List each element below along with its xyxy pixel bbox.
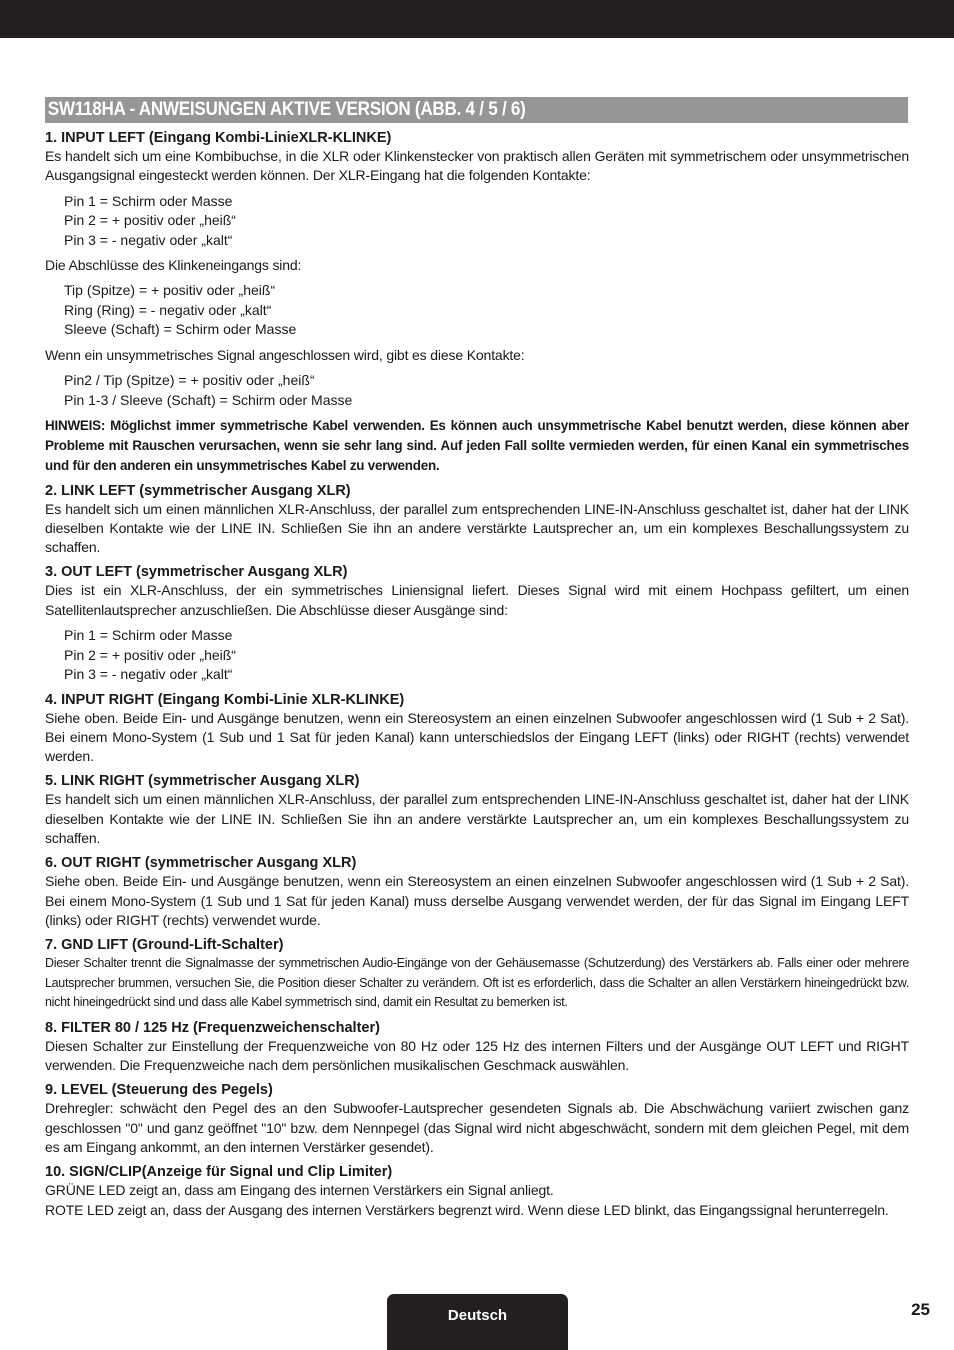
section-text: Diesen Schalter zur Einstellung der Frequenzweiche von 80 Hz oder 125 Hz des internen Filters und der Ausgänge OUT LEFT und RIGHT verwenden. Die Frequenzweiche nach dem persönlichen musikalischen Geschmack auswählen. — [45, 1037, 909, 1074]
section-heading: 2. LINK LEFT (symmetrischer Ausgang XLR) — [45, 482, 351, 499]
section-text: Es handelt sich um einen männlichen XLR-Anschluss, der parallel zum entsprechenden LINE-IN-Anschluss geschaltet ist, daher hat der LINK dieselben Kontakte wie der LINE IN. Schließen Sie ihn an andere verstärkte Lautsprecher an, um ein komplexes Beschallungssystem zu schaffen. — [45, 791, 909, 847]
section-heading: 7. GND LIFT (Ground-Lift-Schalter) — [45, 937, 284, 954]
section-heading: 10. SIGN/CLIP(Anzeige für Signal und Clip Limiter) — [45, 1164, 393, 1181]
section-input-right — [45, 691, 909, 767]
top-bar — [0, 0, 954, 38]
section-level — [45, 1081, 909, 1157]
section-text: Siehe oben. Beide Ein- und Ausgänge benutzen, wenn ein Stereosystem an einen einzelnen Subwoofer angeschlossen wird (1 Sub + 2 Sat). Bei einem Mono-System (1 Sub und 1 Sat für jeden Kanal) muss derselbe Ausgang verwendet werden, der für das Signal im Eingang LEFT (links) oder RIGHT (rechts) verwendet wurde. — [45, 873, 909, 928]
section-text: Es handelt sich um einen männlichen XLR-Anschluss, der parallel zum entsprechenden LINE-IN-Anschluss geschaltet ist, daher hat der LINK dieselben Kontakte wie der LINE IN. Schließen Sie ihn an andere verstärkte Lautsprecher an, um ein komplexes Beschallungssystem zu schaffen. — [45, 500, 909, 556]
section-text: Dies ist ein XLR-Anschluss, der ein symmetrisches Liniensignal liefert. Dieses Signal wird mit einem Hochpass gefiltert, um einen Satellitenlautsprecher anzuschließen. Die Abschlüsse dieser Ausgänge sind: — [45, 582, 909, 618]
section-gnd-lift — [45, 936, 909, 1013]
pin-list — [64, 192, 909, 251]
jack-list — [64, 281, 909, 340]
page-number: 25 — [911, 1300, 930, 1319]
page-content — [45, 97, 909, 1220]
section-heading: 5. LINK RIGHT (symmetrischer Ausgang XLR) — [45, 773, 360, 790]
section-text: Dieser Schalter trennt die Signalmasse der symmetrischen Audio-Eingänge von der Gehäusemasse (Schutzerdung) des Verstärkers ab. Falls einer oder mehrere Lautsprecher brummen, versuchen Sie, die Position dieser Schalter zu verändern. Oft ist es erforderlich, dass die Schalter an allen Verstärkern hineingedrückt bzw. nicht hineingedrückt sind und dass alle Kabel symmetrisch sind, damit ein Resultat zu bemerken ist. — [45, 956, 909, 1010]
page-title: SW118HA - ANWEISUNGEN AKTIVE VERSION (ABB. 4 / 5 / 6) — [45, 97, 908, 123]
section-heading: 4. INPUT RIGHT (Eingang Kombi-Linie XLR-KLINKE) — [45, 691, 405, 708]
pin-item: Pin 3 = - negativ oder „kalt“ — [64, 666, 233, 683]
unsym-list — [64, 371, 909, 410]
pin-list — [64, 626, 909, 685]
section-heading: 1. INPUT LEFT (Eingang Kombi-LinieXLR-KLINKE) — [45, 130, 392, 146]
pin-item: Sleeve (Schaft) = Schirm oder Masse — [64, 321, 297, 338]
section-text-red-led: ROTE LED zeigt an, dass der Ausgang des internen Verstärkers begrenzt wird. Wenn diese LED blinkt, das Eingangssignal herunterregeln. — [45, 1201, 889, 1218]
section-filter — [45, 1019, 909, 1076]
section-link-left — [45, 482, 909, 558]
language-tab: Deutsch — [387, 1294, 568, 1350]
pin-item: Pin 3 = - negativ oder „kalt“ — [64, 231, 233, 248]
pin-item: Tip (Spitze) = + positiv oder „heiß“ — [64, 282, 276, 299]
unsym-intro: Wenn ein unsymmetrisches Signal angeschlossen wird, gibt es diese Kontakte: — [45, 346, 525, 363]
pin-item: Pin2 / Tip (Spitze) = + positiv oder „heiß“ — [64, 372, 315, 389]
section-sign-clip — [45, 1163, 909, 1220]
section-heading: 6. OUT RIGHT (symmetrischer Ausgang XLR) — [45, 855, 357, 872]
section-text: Siehe oben. Beide Ein- und Ausgänge benutzen, wenn ein Stereosystem an einen einzelnen Subwoofer angeschlossen wird (1 Sub + 2 Sat). Bei einem Mono-System (1 Sub und 1 Sat für jeden Kanal) kann unterschiedslos der Eingang LEFT (links) oder RIGHT (rechts) verwendet werden. — [45, 709, 909, 765]
section-text: Drehregler: schwächt den Pegel des an den Subwoofer-Lautsprecher gesendeten Signals ab. Die Abschwächung variiert zwischen ganz geschlossen "0" und ganz geöffnet "10" bzw. dem Nennpegel (das Signal wird nicht abgeschwächt, sondern mit dem gleichen Pegel, mit dem es am Eingang ankommt, an den internen Verstärker gesendet). — [45, 1100, 909, 1155]
section-input-left — [45, 129, 909, 476]
section-text-green-led: GRÜNE LED zeigt an, dass am Eingang des internen Verstärkers ein Signal anliegt. — [45, 1182, 554, 1199]
section-heading: 8. FILTER 80 / 125 Hz (Frequenzweichenschalter) — [45, 1019, 380, 1036]
section-out-left — [45, 563, 909, 684]
pin-item: Ring (Ring) = - negativ oder „kalt“ — [64, 301, 272, 318]
pin-item: Pin 2 = + positiv oder „heiß“ — [64, 212, 236, 229]
section-out-right — [45, 854, 909, 930]
jack-intro: Die Abschlüsse des Klinkeneingangs sind: — [45, 257, 302, 274]
section-heading: 3. OUT LEFT (symmetrischer Ausgang XLR) — [45, 564, 348, 581]
section-heading: 9. LEVEL (Steuerung des Pegels) — [45, 1082, 273, 1099]
section-text: Es handelt sich um eine Kombibuchse, in die XLR oder Klinkenstecker von praktisch allen Geräten mit symmetrischem oder unsymmetrischen Ausgangsignal eingesteckt werden können. Der XLR-Eingang hat die folgenden Kontakte: — [45, 148, 909, 184]
note-text: HINWEIS: Möglichst immer symmetrische Kabel verwenden. Es können auch unsymmetrische Kabel benutzt werden, diese können aber Probleme mit Rauschen verursachen, wenn sie sehr lang sind. Auf jeden Fall sollte vermieden werden, für einen Kanal ein symmetrisches und für den anderen ein unsymmetrisches Kabel zu verwenden. — [45, 418, 909, 473]
pin-item: Pin 1-3 / Sleeve (Schaft) = Schirm oder Masse — [64, 391, 353, 408]
pin-item: Pin 1 = Schirm oder Masse — [64, 627, 233, 644]
pin-item: Pin 2 = + positiv oder „heiß“ — [64, 646, 236, 663]
section-link-right — [45, 772, 909, 848]
pin-item: Pin 1 = Schirm oder Masse — [64, 192, 233, 209]
